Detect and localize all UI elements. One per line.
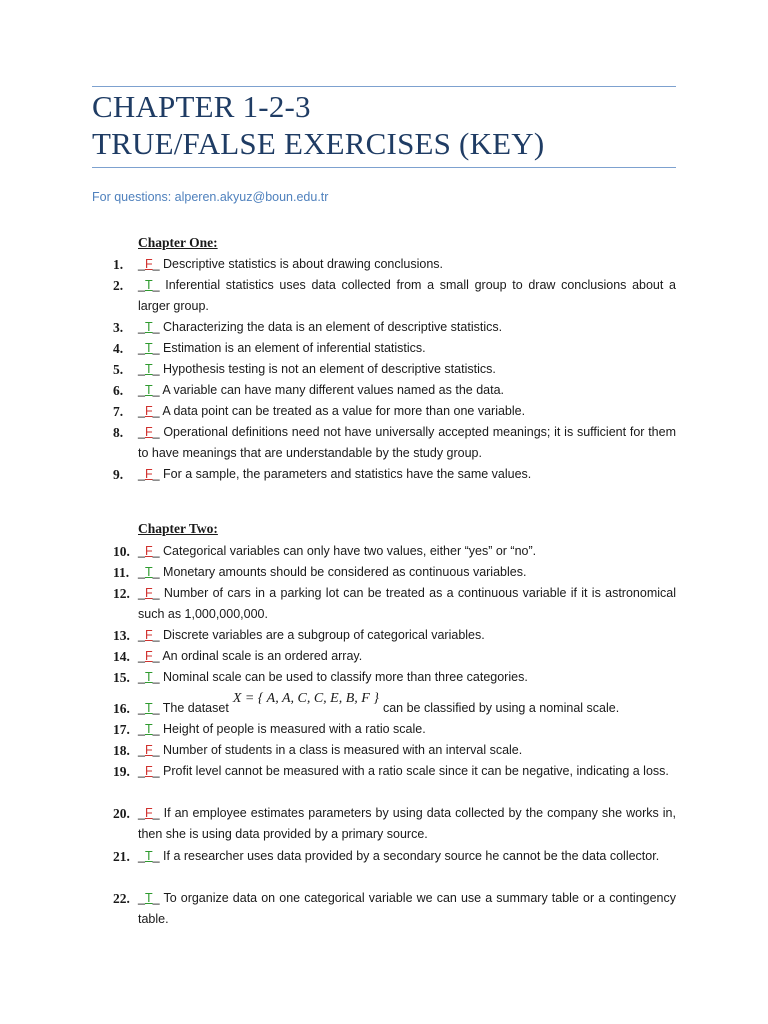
question-text: An ordinal scale is an ordered array. — [162, 649, 363, 663]
answer-mark: T — [144, 565, 153, 579]
answer-mark: T — [144, 278, 153, 292]
question-number: 20. — [113, 806, 130, 821]
question-text: Hypothesis testing is not an element of descriptive statistics. — [163, 362, 496, 376]
question-number: 9. — [113, 467, 124, 482]
answer-mark: F — [144, 544, 153, 558]
answer-mark: F — [144, 628, 153, 642]
question-number: 18. — [113, 743, 130, 758]
question-text: Number of students in a class is measured with an interval scale. — [163, 743, 523, 757]
contact-line: For questions: alperen.akyuz@boun.edu.tr — [92, 190, 329, 204]
question-text: If an employee estimates parameters by using data collected by the company she works in, then she is using data provided by a primary source. — [138, 806, 676, 841]
document-page: CHAPTER 1-2-3 TRUE/FALSE EXERCISES (KEY) For questions: alperen.akyuz@boun.edu.tr Chapter One: Chapter Two: 1. _F_ Descriptive statistics is about drawing conclusions. 2. _T_ Inferential statistics uses data collected from a small group to draw conclusions about a larger group. 3. _T_ Characterizing the data is an element of descriptive statistics. 4. _T_ Estimation is an element of inferential statistics. 5. _T_ Hypothesis testing is not an element of descriptive statistics. 6. _T_ A variable can have many different values named as the data. 7. _F_ A data point can be treated as a value for more than one variable. 8. _F_ Operational definitions need not have universally accepted meanings; it is sufficient for them to have meanings that are understandable by the study group. 9. _F_ For a sample, the parameters and statistics have the same values. 10. _F_ Categorical variables can only have two values, either “yes” or “no”. 11. _T_ Monetary amounts should be considered as continuous variables. 12. _F_ Number of cars in a parking lot can be treated as a continuous variable if it is astronomical such as 1,000,000,000. 13. _F_ Discrete variables are a subgroup of categorical variables. 14. _F_ An ordinal scale is an ordered array. 15. _T_ Nominal scale can be used to classify more than three categories. 16. _T_ The datasetX = { A, A, C, C, E, B, F }can be classified by using a nominal scale. 17. _T_ Height of people is measured with a ratio scale. 18. _F_ Number of students in a class is measured with an interval scale. 19. _F_ Profit level cannot be measured with a ratio scale since it can be negative, indicating a loss. 20. _F_ If an employee estimates parameters by using data collected by the company she works in, then she is using data provided by a primary source. 21. _T_ If a researcher uses data provided by a secondary source he cannot be the data collector. 22. _T_ To organize data on one categorical variable we can use a summary table or a contingency table. — [0, 0, 768, 1024]
answer-mark: T — [144, 362, 153, 376]
question-number: 17. — [113, 722, 130, 737]
answer-mark: F — [144, 743, 153, 757]
question-text: Profit level cannot be measured with a ratio scale since it can be negative, indicating a loss. — [163, 764, 669, 778]
answer-mark: F — [144, 806, 153, 820]
question-text: Operational definitions need not have universally accepted meanings; it is sufficient for them to have meanings that are understandable by the study group. — [138, 425, 676, 460]
section-heading-chapter-two: Chapter Two: — [138, 521, 218, 536]
answer-mark: T — [144, 383, 153, 397]
bottom-rule — [92, 167, 676, 168]
answer-mark: F — [144, 586, 153, 600]
answer-mark: T — [144, 320, 153, 334]
top-rule — [92, 86, 676, 87]
answer-mark: T — [144, 341, 153, 355]
question-text: A data point can be treated as a value for more than one variable. — [162, 404, 526, 418]
question-number: 16. — [113, 701, 130, 716]
answer-mark: T — [144, 849, 153, 863]
answer-mark: F — [144, 257, 153, 271]
title-line-1: CHAPTER 1-2-3 — [92, 89, 311, 124]
question-text: To organize data on one categorical variable we can use a summary table or a contingency table. — [138, 891, 676, 926]
answer-mark: F — [144, 404, 153, 418]
question-text: Monetary amounts should be considered as continuous variables. — [163, 565, 527, 579]
title-line-2: TRUE/FALSE EXERCISES (KEY) — [92, 126, 545, 161]
answer-mark: T — [144, 670, 153, 684]
question-text: Inferential statistics uses data collected from a small group to draw conclusions about a larger group. — [138, 278, 676, 313]
question-text: Categorical variables can only have two values, either “yes” or “no”. — [163, 544, 537, 558]
question-text-after: can be classified by using a nominal scale. — [382, 701, 620, 715]
question-text: Discrete variables are a subgroup of categorical variables. — [163, 628, 485, 642]
answer-mark: T — [144, 891, 153, 905]
question-number: 12. — [113, 586, 130, 601]
question-text: If a researcher uses data provided by a secondary source he cannot be the data collector. — [163, 849, 660, 863]
answer-mark: T — [144, 701, 153, 715]
question-number: 1. — [113, 257, 124, 272]
question-number: 13. — [113, 628, 130, 643]
answer-mark: F — [144, 649, 153, 663]
question-text: Descriptive statistics is about drawing conclusions. — [163, 257, 444, 271]
answer-mark: F — [144, 764, 153, 778]
question-text: Number of cars in a parking lot can be treated as a continuous variable if it is astronomical such as 1,000,000,000. — [138, 586, 676, 621]
question-number: 21. — [113, 849, 130, 864]
question-text: Nominal scale can be used to classify more than three categories. — [163, 670, 528, 684]
question-text: For a sample, the parameters and statistics have the same values. — [163, 467, 532, 481]
question-number: 22. — [113, 891, 130, 906]
question-number: 5. — [113, 362, 124, 377]
question-number: 11. — [113, 565, 130, 580]
question-number: 8. — [113, 425, 124, 440]
question-number: 15. — [113, 670, 130, 685]
dataset-formula: X = { A, A, C, C, E, B, F } — [232, 691, 379, 706]
question-text: Estimation is an element of inferential statistics. — [163, 341, 426, 355]
question-number: 4. — [113, 341, 124, 356]
question-number: 6. — [113, 383, 124, 398]
answer-mark: F — [144, 425, 153, 439]
question-number: 2. — [113, 278, 124, 293]
question-text: Characterizing the data is an element of descriptive statistics. — [163, 320, 503, 334]
section-heading-chapter-one: Chapter One: — [138, 235, 218, 250]
question-text: Height of people is measured with a ratio scale. — [163, 722, 426, 736]
question-number: 3. — [113, 320, 124, 335]
question-number: 7. — [113, 404, 124, 419]
question-text-before: The dataset — [162, 701, 229, 715]
question-number: 10. — [113, 544, 130, 559]
question-number: 14. — [113, 649, 130, 664]
question-number: 19. — [113, 764, 130, 779]
question-text: A variable can have many different values named as the data. — [162, 383, 504, 397]
answer-mark: T — [144, 722, 153, 736]
answer-mark: F — [144, 467, 153, 481]
